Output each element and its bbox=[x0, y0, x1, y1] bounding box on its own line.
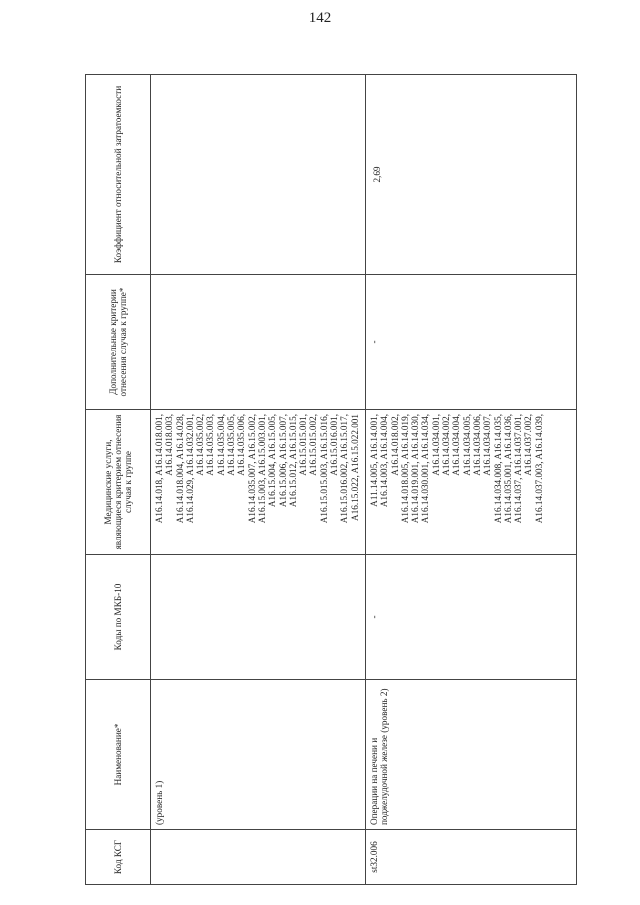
service-code-line: A16.14.018.003, bbox=[164, 414, 175, 476]
service-code-line: A16.14.034.007, bbox=[482, 414, 493, 476]
service-code-line: A16.15.022, A16.15.022.001 bbox=[349, 414, 360, 521]
service-code-line: A16.14.034.001, bbox=[430, 414, 441, 476]
header-row bbox=[86, 75, 151, 885]
service-code-line: A16.14.034.008, A16.14.035, bbox=[492, 414, 503, 524]
service-code-line: A16.14.035.007, A16.15.002, bbox=[246, 414, 257, 524]
service-code-line: A16.14.029, A16.14.032.001, bbox=[184, 414, 195, 524]
service-code-line: A16.14.035.003, bbox=[205, 414, 216, 476]
rotated-table-container bbox=[85, 75, 573, 885]
service-code-line: A16.14.018.005, A16.14.019, bbox=[399, 414, 410, 524]
service-code-line: A16.14.018.002, bbox=[389, 414, 400, 476]
services-cell bbox=[151, 410, 366, 555]
service-code-line: A16.14.003, A16.14.004, bbox=[379, 414, 390, 508]
name-cell: (уровень 1) bbox=[151, 680, 366, 830]
service-code-line: A16.15.012, A16.15.015, bbox=[287, 414, 298, 508]
service-code-line: A11.14.005, A16.14.001, bbox=[369, 414, 379, 507]
header-coef: Коэффициент относительной затратоемкости bbox=[86, 75, 151, 275]
ksg-table bbox=[85, 74, 577, 885]
criteria-cell bbox=[151, 275, 366, 410]
service-code-line: A16.14.018, A16.14.018.001, bbox=[154, 414, 164, 524]
service-code-line: A16.15.015.003, A16.15.016, bbox=[318, 414, 329, 524]
service-code-line: A16.14.030.001, A16.14.034, bbox=[420, 414, 431, 524]
service-code-line: A16.15.016.001, bbox=[329, 414, 340, 476]
service-code-line: A16.14.037.003, A16.14.039, bbox=[533, 414, 544, 524]
mkb-cell bbox=[151, 555, 366, 680]
ksg-code-cell bbox=[151, 830, 366, 885]
header-name: Наименование* bbox=[86, 680, 151, 830]
service-code-line: A16.15.015.001, bbox=[298, 414, 309, 476]
mkb-cell: - bbox=[366, 555, 577, 680]
service-code-line: A16.14.034.006, bbox=[471, 414, 482, 476]
coef-cell bbox=[151, 75, 366, 275]
table-row bbox=[151, 75, 366, 885]
name-cell: Операции на печени и поджелудочной железе (уровень 2) bbox=[366, 680, 577, 830]
service-code-line: A16.14.034.002, bbox=[441, 414, 452, 476]
service-code-line: A16.14.037.002, bbox=[523, 414, 534, 476]
header-services: Медицинские услуги, являющиеся критерием отнесения случая к группе bbox=[86, 410, 151, 555]
services-cell bbox=[366, 410, 577, 555]
service-code-line: A16.14.037, A16.14.037.001, bbox=[513, 414, 524, 524]
service-code-line: A16.15.004, A16.15.005, bbox=[267, 414, 278, 508]
service-code-line: A16.14.034.005, bbox=[461, 414, 472, 476]
service-code-line: A16.15.003, A16.15.003.001, bbox=[256, 414, 267, 524]
service-code-line: A16.14.019.001, A16.14.030, bbox=[410, 414, 421, 524]
service-code-line: A16.14.018.004, A16.14.028, bbox=[174, 414, 185, 524]
coef-cell: 2,69 bbox=[366, 75, 577, 275]
service-code-line: A16.14.035.006, bbox=[236, 414, 247, 476]
criteria-cell: - bbox=[366, 275, 577, 410]
header-code: Код КСГ bbox=[86, 830, 151, 885]
service-code-line: A16.14.035.001, A16.14.036, bbox=[502, 414, 513, 524]
service-code-line: A16.14.035.002, bbox=[195, 414, 206, 476]
header-mkb: Коды по МКБ-10 bbox=[86, 555, 151, 680]
ksg-code-cell: st32.006 bbox=[366, 830, 577, 885]
service-code-line: A16.14.035.004, bbox=[215, 414, 226, 476]
service-code-line: A16.15.016.002, A16.15.017, bbox=[339, 414, 350, 524]
service-code-line: A16.15.015.002, bbox=[308, 414, 319, 476]
table-row bbox=[366, 75, 577, 885]
service-code-line: A16.15.006, A16.15.007, bbox=[277, 414, 288, 508]
service-code-line: A16.14.034.004, bbox=[451, 414, 462, 476]
service-code-line: A16.14.035.005, bbox=[226, 414, 237, 476]
page-number: 142 bbox=[308, 10, 332, 26]
header-criteria: Дополнительные критерии отнесения случая к группе* bbox=[86, 275, 151, 410]
